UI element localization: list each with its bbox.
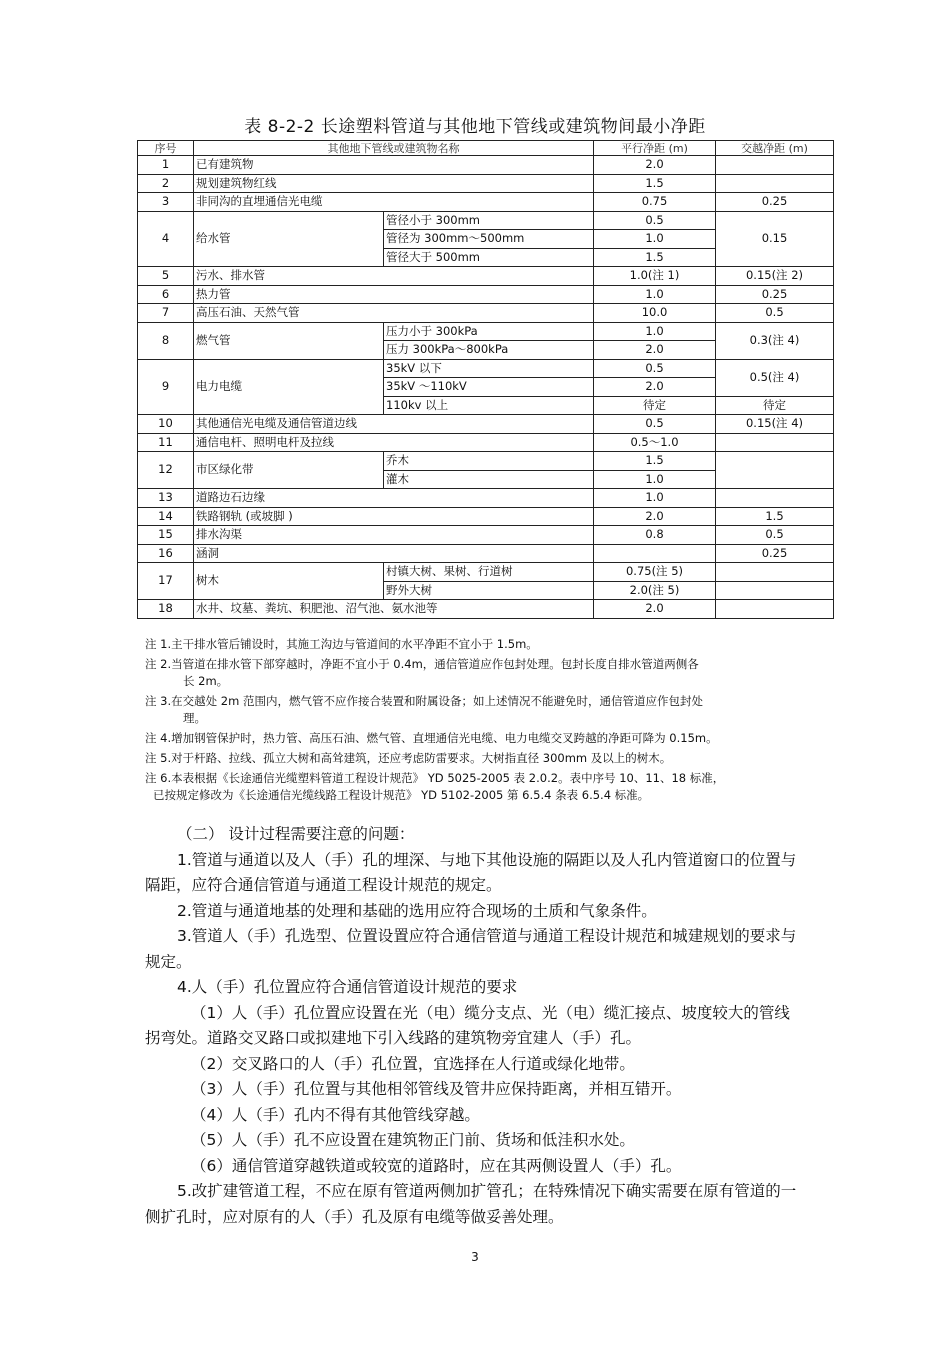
row-no: 14 — [138, 507, 194, 526]
header-parallel: 平行净距 (m) — [594, 141, 716, 156]
sub-item-6: （6）通信管道穿越铁道或较宽的道路时，应在其两侧设置人（手）孔。 — [191, 1156, 682, 1175]
row-name: 市区绿化带 — [194, 452, 384, 489]
note-2 — [145, 656, 905, 690]
table-row — [138, 526, 834, 545]
row-cross — [716, 489, 834, 508]
row-parallel: 0.8 — [594, 526, 716, 545]
note-text: 注 5.对于杆路、拉线、孤立大树和高耸建筑，还应考虑防雷要求。大树指直径 300mm 及以上的树木。 — [145, 751, 672, 765]
row-no: 1 — [138, 156, 194, 175]
sub-item-1: （1）人（手）孔位置应设置在光（电）缆分支点、光（电）缆汇接点、坡度较大的管线拐弯处。道路交叉路口或拟建地下引入线路的建筑物旁宜建人（手）孔。 — [145, 1003, 790, 1047]
note-continuation: 长 2m。 — [183, 674, 229, 688]
row-cross — [716, 433, 834, 452]
row-condition: 管径大于 500mm — [384, 248, 594, 267]
row-cross: 0.15 — [716, 211, 834, 267]
row-no: 15 — [138, 526, 194, 545]
header-name: 其他地下管线或建筑物名称 — [194, 141, 594, 156]
table-row — [138, 193, 834, 212]
row-name: 涵洞 — [194, 544, 594, 563]
note-5 — [145, 750, 905, 767]
row-no: 13 — [138, 489, 194, 508]
row-condition: 压力小于 300kPa — [384, 322, 594, 341]
note-continuation: 已按规定修改为《长途通信光缆线路工程设计规范》 YD 5102-2005 第 6.5.4 条表 6.5.4 标准。 — [153, 788, 650, 802]
paragraph-5: 5.改扩建管道工程，不应在原有管道两侧加扩管孔；在特殊情况下确实需要在原有管道的一侧扩孔时，应对原有的人（手）孔及原有电缆等做妥善处理。 — [145, 1182, 797, 1226]
row-no: 5 — [138, 267, 194, 286]
paragraph-2: 2.管道与通道地基的处理和基础的选用应符合现场的土质和气象条件。 — [177, 901, 657, 920]
row-name: 已有建筑物 — [194, 156, 594, 175]
note-text: 注 2.当管道在排水管下部穿越时，净距不宜小于 0.4m，通信管道应作包封处理。包封长度自排水管道两侧各 — [145, 657, 699, 671]
section-heading: （二） 设计过程需要注意的问题： — [177, 825, 415, 843]
row-no: 16 — [138, 544, 194, 563]
row-cross — [716, 600, 834, 619]
row-condition: 灌木 — [384, 470, 594, 489]
row-parallel: 1.0 — [594, 470, 716, 489]
row-no: 3 — [138, 193, 194, 212]
row-condition: 管径小于 300mm — [384, 211, 594, 230]
sub-item-4: （4）人（手）孔内不得有其他管线穿越。 — [191, 1105, 480, 1124]
row-parallel — [594, 544, 716, 563]
paragraph-1: 1.管道与通道以及人（手）孔的埋深、与地下其他设施的隔距以及人孔内管道窗口的位置与隔距，应符合通信管道与通道工程设计规范的规定。 — [145, 850, 797, 894]
paragraph-3: 3.管道人（手）孔选型、位置设置应符合通信管道与通道工程设计规范和城建规划的要求与规定。 — [145, 927, 797, 971]
table-row — [138, 563, 834, 582]
row-cross — [716, 174, 834, 193]
row-parallel: 1.0(注 1) — [594, 267, 716, 286]
table-row — [138, 433, 834, 452]
table-row — [138, 489, 834, 508]
row-name: 其他通信光电缆及通信管道边线 — [194, 415, 594, 434]
row-no: 4 — [138, 211, 194, 267]
row-parallel: 1.5 — [594, 248, 716, 267]
row-parallel: 2.0(注 5) — [594, 581, 716, 600]
header-no: 序号 — [138, 141, 194, 156]
row-cross — [716, 563, 834, 582]
note-4 — [145, 730, 905, 747]
row-name: 道路边石边缘 — [194, 489, 594, 508]
row-no: 6 — [138, 285, 194, 304]
row-condition: 村镇大树、果树、行道树 — [384, 563, 594, 582]
row-name: 热力管 — [194, 285, 594, 304]
table-row — [138, 507, 834, 526]
row-cross: 0.3(注 4) — [716, 322, 834, 359]
row-condition: 野外大树 — [384, 581, 594, 600]
row-cross: 0.25 — [716, 285, 834, 304]
clearance-table — [137, 140, 834, 619]
row-parallel: 0.5 — [594, 211, 716, 230]
row-cross: 1.5 — [716, 507, 834, 526]
table-row — [138, 211, 834, 230]
note-text: 注 3.在交越处 2m 范围内，燃气管不应作接合装置和附属设备；如上述情况不能避免时，通信管道应作包封处 — [145, 694, 703, 708]
header-cross: 交越净距 (m) — [716, 141, 834, 156]
row-no: 2 — [138, 174, 194, 193]
table-row — [138, 322, 834, 341]
sub-item-3: （3）人（手）孔位置与其他相邻管线及管井应保持距离，并相互错开。 — [191, 1080, 682, 1098]
row-cross: 0.25 — [716, 193, 834, 212]
row-parallel: 2.0 — [594, 378, 716, 397]
row-cross — [716, 581, 834, 600]
page-number: 3 — [471, 1250, 479, 1264]
table-header-row — [138, 141, 834, 156]
row-parallel: 1.0 — [594, 322, 716, 341]
row-name: 燃气管 — [194, 322, 384, 359]
row-no: 7 — [138, 304, 194, 323]
table-row — [138, 174, 834, 193]
row-cross: 0.5 — [716, 304, 834, 323]
row-parallel: 2.0 — [594, 507, 716, 526]
row-name: 污水、排水管 — [194, 267, 594, 286]
row-no: 10 — [138, 415, 194, 434]
note-continuation: 理。 — [183, 711, 206, 725]
paragraph-4: 4.人（手）孔位置应符合通信管道设计规范的要求 — [177, 978, 518, 996]
row-name: 电力电缆 — [194, 359, 384, 415]
row-name: 排水沟渠 — [194, 526, 594, 545]
note-text: 注 4.增加钢管保护时，热力管、高压石油、燃气管、直埋通信光电缆、电力电缆交叉跨越的净距可降为 0.15m。 — [145, 731, 718, 745]
row-cross: 0.5(注 4) — [716, 359, 834, 396]
note-text: 注 1.主干排水管后铺设时，其施工沟边与管道间的水平净距不宜小于 1.5m。 — [145, 637, 538, 651]
note-6 — [145, 770, 905, 804]
row-no: 9 — [138, 359, 194, 415]
table-title: 表 8-2-2 长途塑料管道与其他地下管线或建筑物间最小净距 — [244, 117, 706, 137]
row-parallel: 1.0 — [594, 230, 716, 249]
row-no: 18 — [138, 600, 194, 619]
row-cross: 0.15(注 2) — [716, 267, 834, 286]
row-no: 11 — [138, 433, 194, 452]
row-name: 规划建筑物红线 — [194, 174, 594, 193]
table-row — [138, 304, 834, 323]
sub-item-2: （2）交叉路口的人（手）孔位置，宜选择在人行道或绿化地带。 — [191, 1054, 635, 1073]
row-no: 8 — [138, 322, 194, 359]
row-condition: 35kV ～110kV — [384, 378, 594, 397]
row-name: 铁路钢轨 (或坡脚 ) — [194, 507, 594, 526]
row-name: 给水管 — [194, 211, 384, 267]
table-row — [138, 285, 834, 304]
row-cross — [716, 156, 834, 175]
row-parallel: 1.5 — [594, 452, 716, 471]
row-name: 水井、坟墓、粪坑、积肥池、沼气池、氨水池等 — [194, 600, 594, 619]
row-name: 高压石油、天然气管 — [194, 304, 594, 323]
row-parallel: 0.75(注 5) — [594, 563, 716, 582]
note-1 — [145, 636, 905, 653]
table-notes — [145, 636, 905, 807]
body-text — [145, 822, 805, 1230]
row-parallel: 0.5 — [594, 359, 716, 378]
row-name: 非同沟的直埋通信光电缆 — [194, 193, 594, 212]
row-parallel: 1.5 — [594, 174, 716, 193]
row-cross: 0.25 — [716, 544, 834, 563]
row-parallel: 2.0 — [594, 341, 716, 360]
table-row — [138, 415, 834, 434]
row-condition: 110kv 以上 — [384, 396, 594, 415]
table-row — [138, 452, 834, 471]
row-parallel: 待定 — [594, 396, 716, 415]
table-row — [138, 359, 834, 378]
row-parallel: 2.0 — [594, 156, 716, 175]
row-parallel: 1.0 — [594, 285, 716, 304]
row-cross: 0.15(注 4) — [716, 415, 834, 434]
sub-item-5: （5）人（手）孔不应设置在建筑物正门前、货场和低洼积水处。 — [191, 1131, 635, 1149]
row-parallel: 1.0 — [594, 489, 716, 508]
row-condition: 压力 300kPa～800kPa — [384, 341, 594, 360]
table-row — [138, 544, 834, 563]
row-cross — [716, 452, 834, 489]
row-condition: 乔木 — [384, 452, 594, 471]
row-parallel: 0.5 — [594, 415, 716, 434]
table-row — [138, 600, 834, 619]
note-text: 注 6.本表根据《长途通信光缆塑料管道工程设计规范》 YD 5025-2005 表 2.0.2。表中序号 10、11、18 标准， — [145, 771, 725, 785]
row-parallel: 0.75 — [594, 193, 716, 212]
row-cross: 0.5 — [716, 526, 834, 545]
row-name: 树木 — [194, 563, 384, 600]
row-no: 17 — [138, 563, 194, 600]
row-parallel: 0.5～1.0 — [594, 433, 716, 452]
table-row — [138, 156, 834, 175]
row-parallel: 10.0 — [594, 304, 716, 323]
row-no: 12 — [138, 452, 194, 489]
note-3 — [145, 693, 905, 727]
row-cross: 待定 — [716, 396, 834, 415]
row-parallel: 2.0 — [594, 600, 716, 619]
row-condition: 35kV 以下 — [384, 359, 594, 378]
row-condition: 管径为 300mm～500mm — [384, 230, 594, 249]
row-name: 通信电杆、照明电杆及拉线 — [194, 433, 594, 452]
table-row — [138, 267, 834, 286]
